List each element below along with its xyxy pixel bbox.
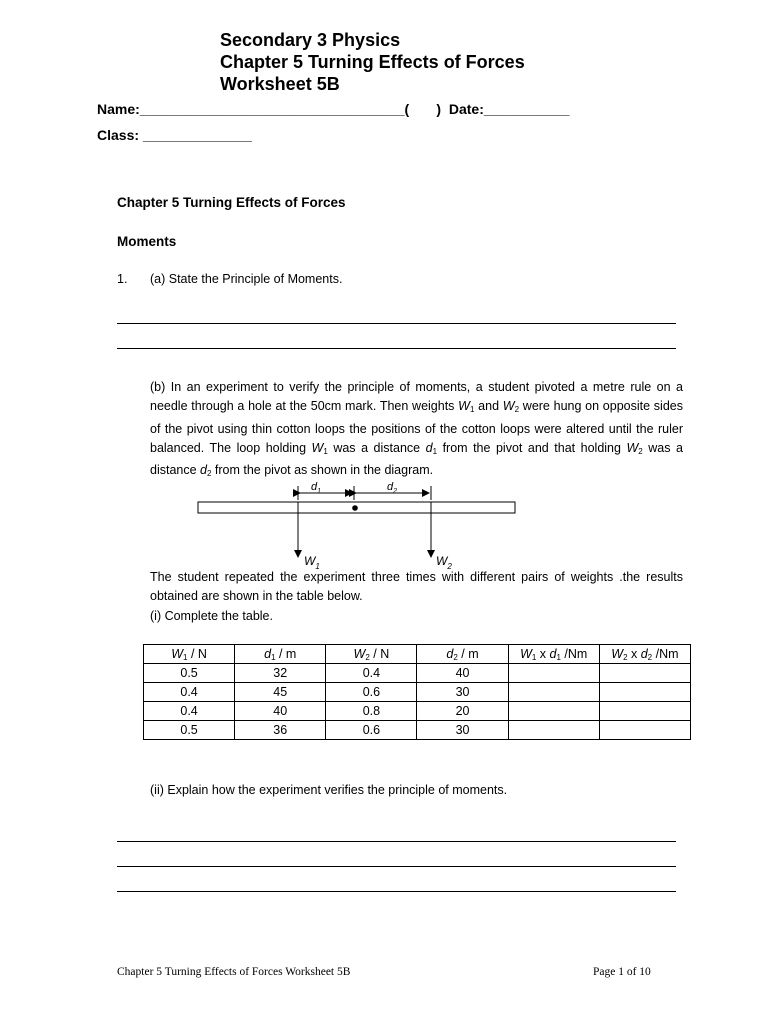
table-cell-blank[interactable] bbox=[508, 683, 599, 702]
table-cell: 0.4 bbox=[144, 702, 235, 721]
table-cell: 40 bbox=[235, 702, 326, 721]
header-d1: $d_1$ / m bbox=[235, 645, 326, 664]
table-cell: 36 bbox=[235, 721, 326, 740]
worksheet-number: Worksheet 5B bbox=[220, 74, 340, 94]
section-title: Chapter 5 Turning Effects of Forces bbox=[117, 195, 346, 210]
header-w1-x-d1: $W_1$ x $d_1$ /Nm bbox=[508, 645, 599, 664]
worksheet-chapter: Chapter 5 Turning Effects of Forces bbox=[220, 52, 525, 72]
table-cell-blank[interactable] bbox=[599, 683, 690, 702]
table-cell-blank[interactable] bbox=[508, 664, 599, 683]
table-cell-blank[interactable] bbox=[599, 721, 690, 740]
table-header-row bbox=[144, 645, 691, 664]
d1-label: $d_1$ bbox=[311, 481, 322, 495]
repeat-experiment-text: The student repeated the experiment three times with different pairs of weights .the results obtained are shown in the table below. bbox=[150, 570, 683, 604]
table-cell: 0.6 bbox=[326, 683, 417, 702]
table-cell: 45 bbox=[235, 683, 326, 702]
table-cell: 0.4 bbox=[326, 664, 417, 683]
subsection-title: Moments bbox=[117, 234, 177, 249]
table-row bbox=[144, 702, 691, 721]
question-part-i: (i) Complete the table. bbox=[150, 609, 273, 623]
table-cell: 0.4 bbox=[144, 683, 235, 702]
question-part-ii: (ii) Explain how the experiment verifies the principle of moments. bbox=[150, 783, 508, 797]
metre-rule-diagram bbox=[0, 475, 768, 575]
table-cell: 0.6 bbox=[326, 721, 417, 740]
table-row bbox=[144, 721, 691, 740]
table-cell-blank[interactable] bbox=[508, 721, 599, 740]
table-row bbox=[144, 664, 691, 683]
answer-line bbox=[117, 866, 676, 867]
class-line: Class: ______________ bbox=[97, 127, 252, 143]
table-cell: 40 bbox=[417, 664, 508, 683]
table-cell: 20 bbox=[417, 702, 508, 721]
header-w2: $W_2$ / N bbox=[326, 645, 417, 664]
footer-title: Chapter 5 Turning Effects of Forces Worksheet 5B bbox=[117, 966, 351, 978]
w2-label: $W_2$ bbox=[436, 554, 452, 571]
question-part-b: (b) In an experiment to verify the principle of moments, a student pivoted a metre rule on a needle through a hole at the 50cm mark. Then weights $W_1$ and $W_2$ were hung on opposite sides of the pivot using thin cotton loops the positions of the cotton loops were altered until the ruler balanced. The loop holding $W_1$ was a distance $d_1$ from the pivot and that holding $W_2$ was a distance $d_2$ from the pivot as shown in the diagram. bbox=[150, 380, 683, 479]
pivot-point bbox=[352, 505, 358, 511]
header-w2-x-d2: $W_2$ x $d_2$ /Nm bbox=[599, 645, 690, 664]
page-number: Page 1 of 10 bbox=[593, 966, 651, 978]
worksheet-subject: Secondary 3 Physics bbox=[220, 30, 401, 50]
answer-line bbox=[117, 891, 676, 892]
table-cell-blank[interactable] bbox=[508, 702, 599, 721]
answer-line bbox=[117, 323, 676, 324]
answer-line bbox=[117, 348, 676, 349]
results-table bbox=[143, 644, 691, 740]
table-cell-blank[interactable] bbox=[599, 702, 690, 721]
table-cell: 0.8 bbox=[326, 702, 417, 721]
answer-line bbox=[117, 841, 676, 842]
name-date-line: Name:__________________________________( ) Date:___________ bbox=[97, 101, 570, 117]
table-cell: 30 bbox=[417, 721, 508, 740]
question-part-a: (a) State the Principle of Moments. bbox=[150, 272, 343, 286]
w1-label: $W_1$ bbox=[304, 554, 320, 571]
table-cell: 30 bbox=[417, 683, 508, 702]
question-number: 1. bbox=[117, 272, 128, 286]
table-cell: 0.5 bbox=[144, 721, 235, 740]
header-w1: $W_1$ / N bbox=[144, 645, 235, 664]
d2-label: $d_2$ bbox=[387, 481, 398, 495]
table-cell: 0.5 bbox=[144, 664, 235, 683]
table-row bbox=[144, 683, 691, 702]
table-cell: 32 bbox=[235, 664, 326, 683]
table-cell-blank[interactable] bbox=[599, 664, 690, 683]
header-d2: $d_2$ / m bbox=[417, 645, 508, 664]
